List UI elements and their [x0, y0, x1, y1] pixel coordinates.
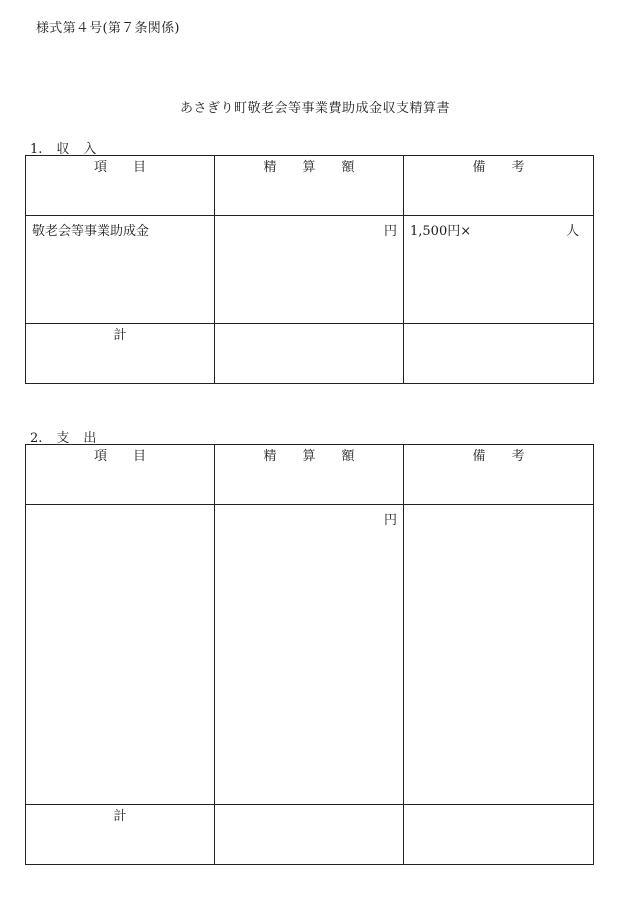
income-heading-number: 1.: [30, 142, 43, 157]
income-data-row: [26, 216, 594, 324]
income-total-label: 計: [26, 324, 215, 384]
income-note-person-unit: 人: [565, 224, 579, 239]
expense-total-row: [26, 805, 594, 865]
income-total-note[interactable]: [404, 324, 594, 384]
income-heading-char-1: 収: [56, 142, 70, 157]
income-total-amount[interactable]: [215, 324, 404, 384]
expense-total-amount[interactable]: [215, 805, 404, 865]
income-col-amount: 精 算 額: [215, 156, 404, 216]
expense-table: [25, 444, 594, 865]
expense-total-note[interactable]: [404, 805, 594, 865]
yen-unit: 円: [383, 513, 397, 528]
expense-header-row: [26, 445, 594, 505]
expense-col-note: 備 考: [404, 445, 594, 505]
income-total-row: [26, 324, 594, 384]
yen-unit: 円: [383, 224, 397, 239]
income-col-item: 項 目: [26, 156, 215, 216]
expense-amount-cell[interactable]: [215, 505, 404, 805]
expense-note-cell[interactable]: [404, 505, 594, 805]
expense-heading-number: 2.: [30, 431, 43, 446]
income-table: [25, 155, 594, 384]
income-header-row: [26, 156, 594, 216]
expense-total-label: 計: [26, 805, 215, 865]
income-heading-char-2: 入: [83, 142, 97, 157]
document-title: あさぎり町敬老会等事業費助成金収支精算書: [179, 101, 450, 116]
expense-col-amount: 精 算 額: [215, 445, 404, 505]
expense-heading-char-1: 支: [56, 431, 70, 446]
expense-col-item: 項 目: [26, 445, 215, 505]
expense-item-cell[interactable]: [26, 505, 215, 805]
income-note-rate: 1,500円×: [410, 224, 472, 239]
expense-data-row: [26, 505, 594, 805]
income-col-note: 備 考: [404, 156, 594, 216]
form-number: 様式第４号(第７条関係): [36, 21, 180, 36]
income-note-cell[interactable]: [404, 216, 594, 324]
income-amount-cell[interactable]: [215, 216, 404, 324]
income-item-cell[interactable]: 敬老会等事業助成金: [26, 216, 215, 324]
expense-heading-char-2: 出: [83, 431, 97, 446]
